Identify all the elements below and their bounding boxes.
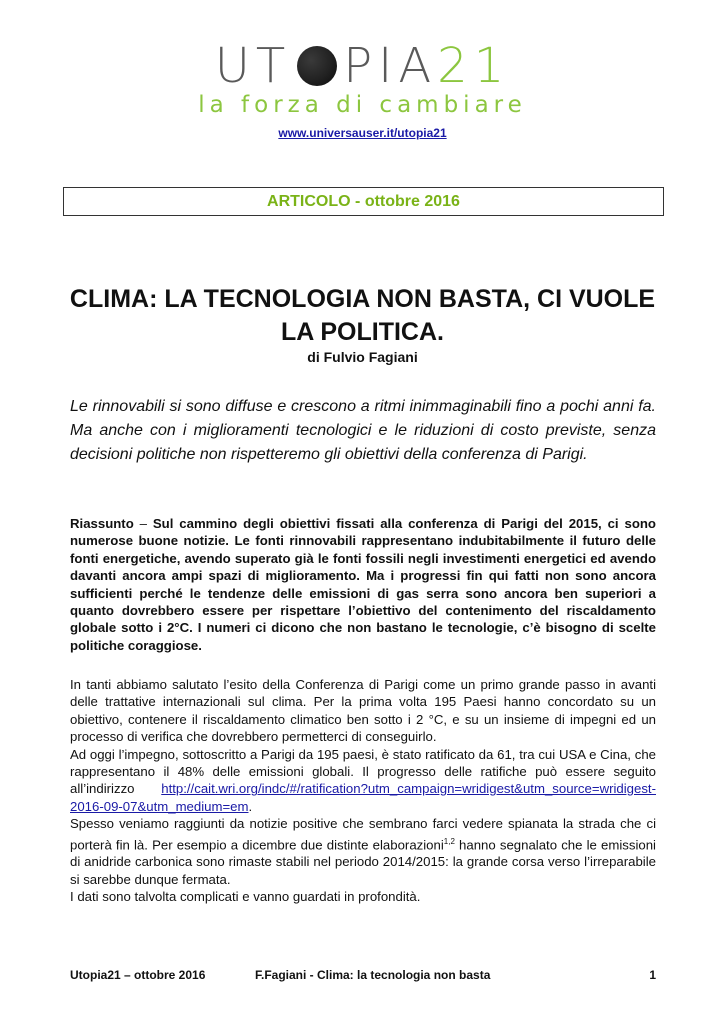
page-footer — [70, 968, 656, 984]
body-text: . — [248, 798, 253, 814]
logo-number: 21 — [437, 38, 511, 94]
site-url-link[interactable]: www.universauser.it/utopia21 — [278, 126, 447, 140]
footer-left: Utopia21 – ottobre 2016 — [70, 968, 206, 982]
lead-paragraph: Le rinnovabili si sono diffuse e crescono a ritmi inimmaginabili fino a pochi anni fa. Ma anche con i miglioramenti tecnologici e le riduzioni di costo previste, senza decisioni politiche non rispetteremo gli obiettivi della conferenza di Parigi. — [70, 398, 656, 463]
footer-title: F.Fagiani - Clima: la tecnologia non basta — [255, 968, 491, 982]
logo-suffix: PIA — [343, 38, 438, 94]
page-number: 1 — [649, 968, 656, 982]
body-paragraph — [70, 746, 656, 816]
article-title: CLIMA: LA TECNOLOGIA NON BASTA, CI VUOLE LA POLITICA. — [69, 285, 656, 346]
logo-prefix: UT — [214, 38, 292, 94]
logo-globe-icon — [297, 46, 337, 86]
ratification-link[interactable]: http://cait.wri.org/indc/#/ratification?utm_campaign=wridigest&utm_source=wridigest-2016-09-07&utm_medium=em — [70, 781, 656, 814]
summary-paragraph — [70, 515, 656, 654]
footnote-ref: 1,2 — [443, 836, 455, 846]
summary-dash: – — [133, 516, 153, 531]
body-text: Spesso veniamo raggiunti da notizie positive che sembrano farci vedere spianata la strada che ci porterà fin là. Per esempio a dicembre due distinte elaborazioni — [70, 816, 656, 853]
byline: di Fulvio Fagiani — [307, 349, 418, 365]
body-text: hanno segnalato che le emissioni di anidride carbonica sono rimaste stabili nel periodo 2014/2015: la grande corsa verso l’irreparabile si sarebbe dunque fermata. — [70, 837, 656, 887]
article-label: ARTICOLO - ottobre 2016 — [267, 193, 460, 210]
logo-title — [215, 40, 510, 92]
body-paragraph: I dati sono talvolta complicati e vanno guardati in profondità. — [70, 889, 421, 905]
logo-tagline: la forza di cambiare — [198, 92, 527, 118]
summary-text: Sul cammino degli obiettivi fissati alla conferenza di Parigi del 2015, ci sono numerose buone notizie. Le fonti rinnovabili rappresentano indubitabilmente il futuro delle fonti energetiche, avendo superato già le fonti fossili negli investimenti energetici ed avendo davanti ancora ampi spazi di miglioramento. Ma i progressi fin qui fatti non sono ancora sufficienti perché le tendenze delle emissioni di gas serra sono ancora ben superiori a quanto dovrebbero essere per rispettare l’obiettivo del contenimento del riscaldamento globale sotto i 2°C. I numeri ci dicono che non bastano le tecnologie, c’è bisogno di scelte politiche coraggiose. — [70, 516, 656, 653]
summary-label: Riassunto — [70, 516, 134, 531]
article-label-box — [63, 187, 664, 216]
body-paragraph — [70, 815, 656, 888]
body-text: Ad oggi l’impegno, sottoscritto a Parigi da 195 paesi, è stato ratificato da 61, tra cui USA e Cina, che rappresentano il 48% delle emissioni globali. Il progresso delle ratifiche può essere seguito all’indirizzo — [70, 746, 656, 797]
utopia21-logo — [0, 40, 725, 118]
article-body — [70, 676, 656, 906]
body-paragraph: In tanti abbiamo salutato l’esito della Conferenza di Parigi come un primo grande passo in avanti delle trattative internazionali sul clima. Per la prima volta 195 Paesi hanno concordato su un obiettivo, contenere il riscaldamento climatico ben sotto i 2 °C, e su un insieme di impegni ed un processo di verifica che dovrebbero permetterci di conseguirlo. — [70, 677, 656, 745]
